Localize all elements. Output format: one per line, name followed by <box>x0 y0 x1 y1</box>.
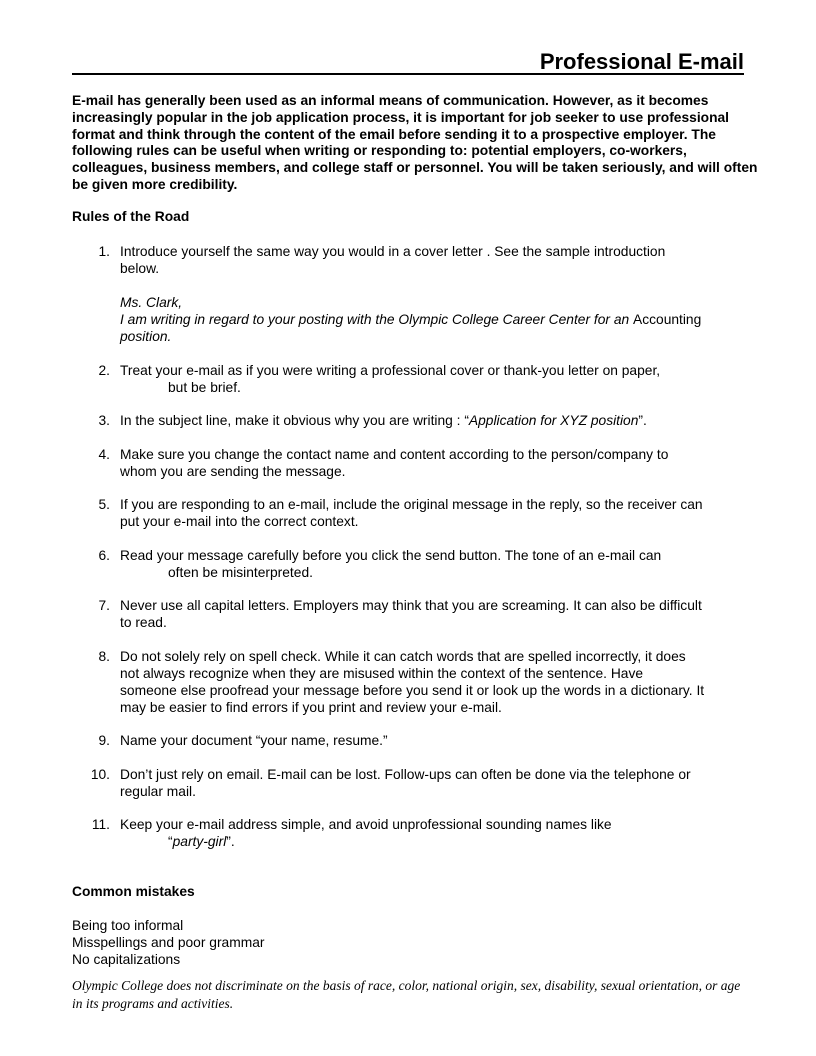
item-text: but be brief. <box>168 379 241 395</box>
title-underline <box>72 73 744 75</box>
mistake-item: Misspellings and poor grammar <box>72 934 265 950</box>
list-number: 11. <box>91 817 110 832</box>
item-text-pre: In the subject line, make it obvious why you are writing : “ <box>120 413 469 428</box>
mistake-item: No capitalizations <box>72 951 181 967</box>
list-item <box>72 412 762 429</box>
item-text: someone else proofread your message before you send it or look up the words in a dictionary. It <box>120 682 705 698</box>
item-text: If you are responding to an e-mail, include the original message in the reply, so the receiver can <box>120 497 703 512</box>
list-number: 2. <box>98 362 110 378</box>
list-item <box>72 496 762 530</box>
list-item <box>72 732 762 749</box>
list-item <box>72 648 762 716</box>
sample-body-plain: Accounting <box>633 312 702 327</box>
list-number: 3. <box>98 413 110 428</box>
mistakes-list <box>72 918 264 968</box>
item-text: to read. <box>120 615 167 630</box>
sample-body-italic: I am writing in regard to your posting with the Olympic College Career Center for an <box>120 312 634 327</box>
list-item <box>72 597 762 631</box>
list-number: 9. <box>98 733 110 748</box>
nondiscrimination-footer: Olympic College does not discriminate on the basis of race, color, national origin, sex, disability, sexual orientation, or age in its programs and activities. <box>72 978 741 1011</box>
item-text: Never use all capital letters. Employers may think that you are screaming. It can also be difficult <box>120 598 702 613</box>
item-text: may be easier to find errors if you print and review your e-mail. <box>120 699 502 715</box>
item-text: Do not solely rely on spell check. While it can catch words that are spelled incorrectly, it does <box>120 648 686 664</box>
item-text <box>120 412 762 429</box>
list-number: 7. <box>98 598 110 613</box>
item-text-italic: party-girl <box>172 834 227 849</box>
list-number: 10. <box>90 766 110 782</box>
rules-heading: Rules of the Road <box>72 209 190 224</box>
sample-salutation: Ms. Clark, <box>120 295 183 310</box>
rules-list <box>72 243 762 867</box>
item-text: whom you are sending the message. <box>120 463 346 479</box>
list-number: 4. <box>98 446 110 462</box>
sample-body <box>120 311 762 328</box>
item-text: Keep your e-mail address simple, and avoid unprofessional sounding names like <box>120 817 612 832</box>
item-text: Read your message carefully before you click the send button. The tone of an e-mail can <box>120 547 662 563</box>
mistake-item: Being too informal <box>72 918 184 933</box>
list-number: 6. <box>98 547 110 563</box>
item-text: Name your document “your name, resume.” <box>120 733 388 748</box>
list-number: 5. <box>98 497 110 512</box>
item-text-post: ”. <box>638 413 647 428</box>
item-text: below. <box>120 261 160 276</box>
item-text: Don’t just rely on email. E-mail can be lost. Follow-ups can often be done via the telephone or <box>120 766 691 782</box>
item-text-italic: Application for XYZ position <box>468 413 639 428</box>
item-text: not always recognize when they are misused within the context of the sentence. Have <box>120 665 644 681</box>
intro-paragraph: E-mail has generally been used as an informal means of communication. However, as it becomes increasingly popular in the job application process, it is important for job seeker to use professional format and think through the content of the email before sending it to a prospective employer. The following rules can be useful when writing or responding to: potential employers, co-workers, colleagues, business members, and college staff or personnel. You will be taken seriously, and will often be given more credibility. <box>72 93 758 192</box>
list-item <box>72 816 762 850</box>
page-title: Professional E-mail <box>539 49 744 74</box>
list-number: 1. <box>98 244 110 259</box>
list-item <box>72 547 762 581</box>
item-text: Treat your e-mail as if you were writing a professional cover or thank-you letter on paper, <box>120 362 661 378</box>
sample-introduction <box>120 294 762 345</box>
item-text-post: ”. <box>226 834 235 849</box>
mistakes-heading: Common mistakes <box>72 884 195 899</box>
sample-end: position. <box>120 329 172 344</box>
item-text: Make sure you change the contact name and content according to the person/company to <box>120 446 669 462</box>
item-text <box>120 833 762 850</box>
item-text: often be misinterpreted. <box>168 564 313 580</box>
item-text: regular mail. <box>120 783 196 799</box>
list-item <box>72 243 762 345</box>
item-text: Introduce yourself the same way you would in a cover letter . See the sample introduction <box>120 244 666 259</box>
list-number: 8. <box>98 648 110 664</box>
list-item <box>72 766 762 800</box>
list-item <box>72 446 762 480</box>
list-item <box>72 362 762 396</box>
item-text-pre: “ <box>168 834 173 849</box>
item-text: put your e-mail into the correct context. <box>120 514 359 529</box>
